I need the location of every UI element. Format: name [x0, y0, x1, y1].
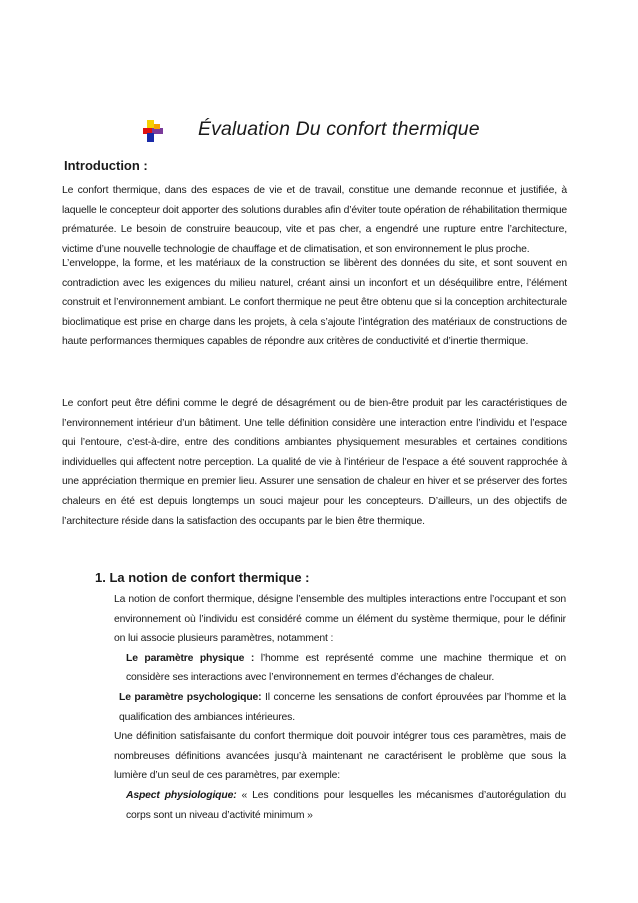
page-title: Évaluation Du confort thermique: [198, 118, 480, 140]
document-logo-icon: [143, 120, 163, 142]
section-1-body: [114, 590, 566, 825]
intro-paragraph-1: Le confort thermique, dans des espaces de vie et de travail, constitue une demande reconnue et justifiée, à laquelle le concepteur doit apporter des solutions durables afin d’éviter toute opération de réhabilitation thermique prématurée. Le besoin de construire beaucoup, vite et pas cher, a engendré une rupture entre l’architecture, victime d’une nouvelle technologie de chauffage et de climatisation, et son environnement le plus proche.: [62, 185, 567, 255]
physical-parameter-text: l’homme est représenté comme une machine thermique et on considère ses interactions avec l’environnement en termes d’échanges de chaleur.: [126, 652, 566, 684]
definition-paragraph: Une définition satisfaisante du confort thermique doit pouvoir intégrer tous ces paramètres, mais de nombreuses définitions avancées jusqu’à maintenant ne caractérisent le problème que sous la lumière d’un seul de ces paramètres, par exemple:: [114, 731, 566, 782]
introduction-heading: Introduction :: [64, 158, 148, 173]
psychological-parameter-item: [114, 688, 566, 727]
physical-parameter-item: [114, 649, 566, 688]
intro-paragraph-2: L’enveloppe, la forme, et les matériaux de la construction se libèrent des données du site, et sont souvent en contradiction avec les exigences du milieu naturel, créant ainsi un inconfort et un déséquilibre entre, l’élément construit et l’environnement ambiant. Le confort thermique ne peut être obtenu que si la conception architecturale bioclimatique est prise en charge dans les projets, à cela s’ajoute l’intégration des matériaux de constructions de haute performances thermiques capables de répondre aux critères de conductivité et d’inertie thermique.: [62, 258, 567, 348]
section-1-heading: 1. La notion de confort thermique :: [95, 570, 310, 585]
psychological-parameter-text: Il concerne les sensations de confort éprouvées par l’homme et la qualification des ambiances intérieures.: [119, 691, 566, 723]
physiological-aspect-text: « Les conditions pour lesquelles les mécanismes d’autorégulation du corps sont un niveau d’activité minimum »: [126, 789, 566, 821]
title-row: [0, 118, 638, 150]
psychological-parameter-label: Le paramètre psychologique:: [119, 691, 262, 703]
physiological-aspect-label: Aspect physiologique:: [126, 789, 237, 801]
physiological-aspect-item: [114, 786, 566, 825]
physical-parameter-label: Le paramètre physique :: [126, 652, 255, 664]
section-1-intro: La notion de confort thermique, désigne l’ensemble des multiples interactions entre l’occupant et son environnement où l’individu est considéré comme un élément du système thermique, pour le définir on lui associe plusieurs paramètres, notamment :: [114, 594, 566, 645]
intro-paragraph-3: Le confort peut être défini comme le degré de désagrément ou de bien-être produit par les caractéristiques de l’environnement intérieur d’un bâtiment. Une telle définition considère une interaction entre l’individu et l’espace qui l’entoure, c’est-à-dire, entre des conditions ambiantes physiquement mesurables et certaines conditions individuelles qui affectent notre perception. La qualité de vie à l’intérieur de l’espace a été souvent rapprochée à une appréciation thermique en premier lieu. Assurer une sensation de chaleur en hiver et se préserver des fortes chaleurs en été est depuis longtemps un souci majeur pour les concepteurs. D’ailleurs, un des objectifs de l’architecture réside dans la satisfaction des occupants par le bien être thermique.: [62, 398, 567, 527]
